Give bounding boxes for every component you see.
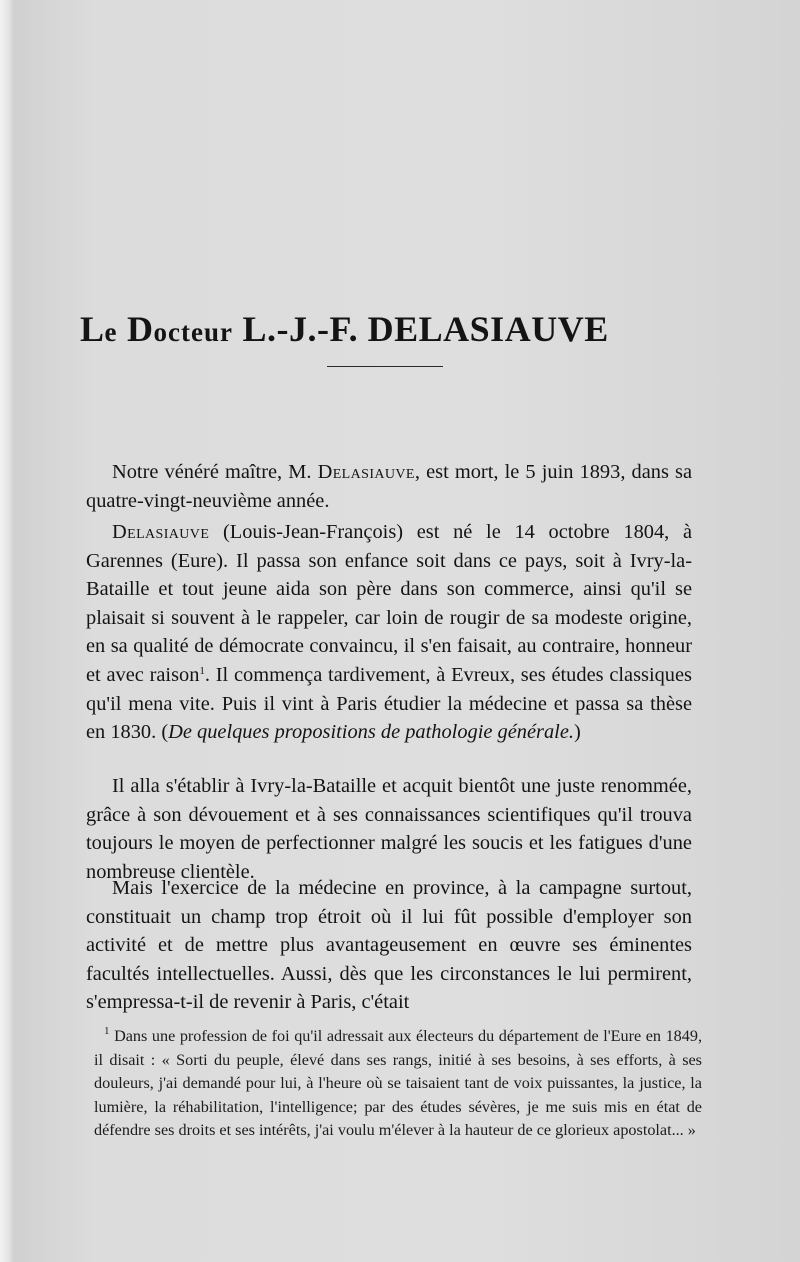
footnote [94, 1025, 702, 1143]
paragraph-2: Delasiauve (Louis-Jean-François) est né le 14 octobre 1804, à Garennes (Eure). Il passa son enfance soit dans ce pays, soit à Ivry-la-Bataille et tout jeune aida son père dans son commerce, ainsi qu'il se plaisait si souvent à le rappeler, car loin de rougir de sa modeste origine, en sa qualité de démocrate convaincu, il s'en faisait, au contraire, honneur et avec raison$^1$. Il commença tardivement, à Evreux, ses études classiques qu'il mena vite. Puis il vint à Paris étudier la médecine et passa sa thèse en 1830. (De quelques propositions de pathologie générale.) [86, 521, 692, 744]
title-rule [327, 366, 443, 367]
author-name: Delasiauve [112, 521, 210, 543]
paragraph-1: Notre vénéré maître, M. Delasiauve, est mort, le 5 juin 1893, dans sa quatre-vingt-neuvième année. [86, 461, 692, 512]
thesis-title: De quelques propositions de pathologie générale. [168, 721, 574, 744]
footnote-text: Dans une profession de foi qu'il adressait aux électeurs du département de l'Eure en 1849, il disait : « Sorti du peuple, élevé dans ses rangs, initié à ses besoins, à ses efforts, à ses douleurs, j'ai demandé pour lui, à l'heure où se taisaient tant de voix puissantes, la justice, la lumière, la réhabilitation, l'intelligence; par des études sévères, je me suis mis en état de défendre ses droits et ses intérêts, j'ai voulu m'élever à la hauteur de ce glorieux apostolat... » [94, 1027, 702, 1140]
footnote-reference: 1 [199, 664, 205, 677]
page-title: Le Docteur L.-J.-F. DELASIAUVE [80, 309, 609, 350]
page-edge [0, 0, 14, 1262]
paragraph-3: Il alla s'établir à Ivry-la-Bataille et acquit bientôt une juste renommée, grâce à son dévouement et à ses connaissances scientifiques qu'il trouva toujours le moyen de perfectionner malgré les soucis et les fatigues d'une nombreuse clientèle. [86, 775, 692, 883]
paragraph-4: Mais l'exercice de la médecine en province, à la campagne surtout, constituait un champ trop étroit où il lui fût possible d'employer son activité et de mettre plus avantageusement en œuvre ses éminentes facultés intellectuelles. Aussi, dès que les circonstances le lui permirent, s'empressa-t-il de revenir à Paris, c'était [86, 877, 692, 1014]
footnote-mark: 1 [104, 1025, 110, 1037]
author-name: Delasiauve [317, 461, 415, 483]
